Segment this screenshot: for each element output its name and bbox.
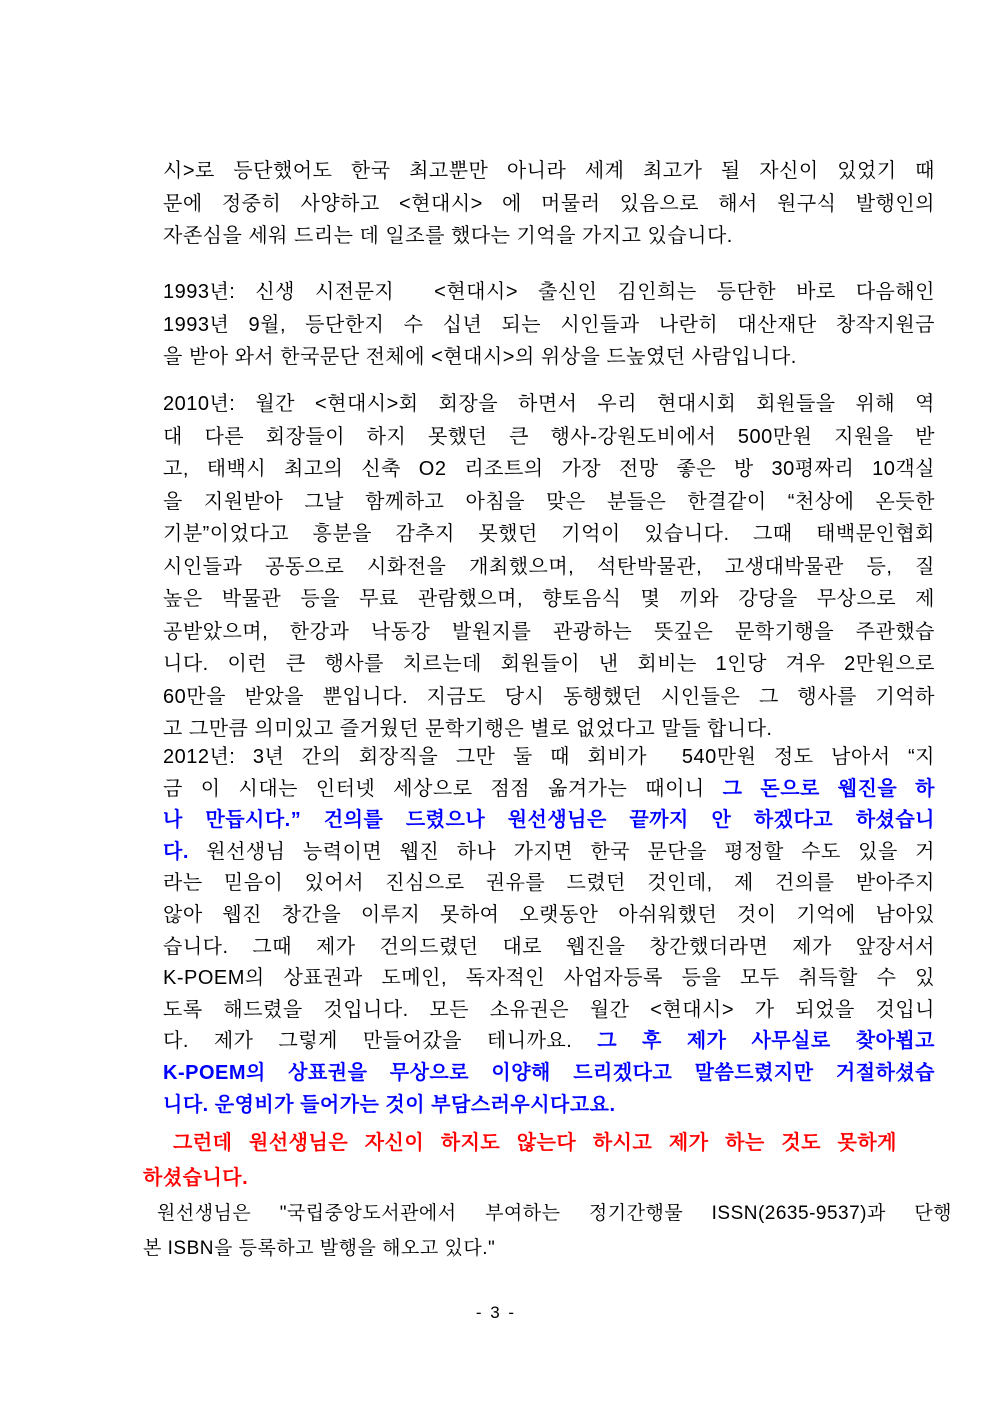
text-segment-k: 다. 제가 그렇게 만들어갔을 테니까요.: [163, 1030, 598, 1053]
text-segment-k: 문에 정중히 사양하고 <현대시> 에 머물러 있음으로 해서 원구식 발행인의: [163, 192, 935, 215]
text-line: [163, 309, 935, 342]
text-line: [143, 1196, 952, 1231]
text-segment-k: 을 지원받아 그날 함께하고 아침을 맞은 분들은 한결같이 “천상에 온듯한: [163, 490, 935, 513]
text-line: [163, 932, 935, 964]
text-segment-k: 대 다른 회장들이 하지 못했던 큰 행사-강원도비에서 500만원 지원을 받: [163, 425, 935, 448]
text-line: [163, 805, 935, 837]
text-line: [163, 341, 935, 374]
text-segment-b: K-POEM의 상표권을 무상으로 이양해 드리겠다고 말씀드렸지만 거절하셨습: [163, 1061, 935, 1084]
para-warning: [143, 1126, 897, 1196]
text-line: [163, 1058, 935, 1090]
text-segment-k: 않아 웹진 창간을 이루지 못하여 오랫동안 아쉬워했던 것이 기억에 남아있: [163, 903, 935, 926]
page-number: - 3 -: [475, 1303, 517, 1322]
text-segment-r: 그런데 원선생님은 자신이 하지도 않는다 하시고 제가 하는 것도 못하게: [173, 1132, 897, 1154]
text-segment-r: 하셨습니다.: [143, 1167, 249, 1189]
text-segment-k: 금 이 시대는 인터넷 세상으로 점점 옮겨가는 때이니: [163, 777, 723, 800]
text-line: [163, 453, 935, 486]
text-segment-k: 높은 박물관 등을 무료 관람했으며, 향토음식 몇 끼와 강당을 무상으로 제: [163, 588, 935, 610]
para-intro: [163, 155, 935, 253]
text-segment-k: 본 ISBN을 등록하고 발행을 해오고 있다.": [143, 1238, 496, 1259]
text-line: [163, 713, 935, 746]
text-segment-k: 원선생님 능력이면 웹진 하나 가지면 한국 문단을 평정할 수도 있을 거: [188, 840, 935, 863]
text-line: [143, 1126, 897, 1161]
text-segment-k: K-POEM의 상표권과 도메인, 독자적인 사업자등록 등을 모두 취득할 수 있: [163, 967, 935, 990]
para-issn-note: [143, 1196, 952, 1266]
text-line: [163, 900, 935, 932]
text-segment-k: 2012년: 3년 간의 회장직을 그만 둘 때 회비가 540만원 정도 남아서 “지: [163, 746, 935, 768]
text-segment-k: 공받았으며, 한강과 낙동강 발원지를 관광하는 뜻깊은 문학기행을 주관했습: [163, 620, 935, 643]
text-line: [163, 1026, 935, 1058]
text-line: [163, 648, 935, 681]
text-line: [163, 486, 935, 519]
text-line: [163, 388, 935, 421]
text-segment-k: 60만을 받았을 뿐입니다. 지금도 당시 동행했던 시인들은 그 행사를 기억하: [163, 685, 935, 708]
text-segment-k: 2010년: 월간 <현대시>회 회장을 하면서 우리 현대시회 회원들을 위해 역: [163, 393, 935, 415]
para-2012: [163, 742, 935, 1121]
para-1993: [163, 276, 935, 374]
text-line: [143, 1231, 952, 1266]
text-segment-k: 원선생님은 "국립중앙도서관에서 부여하는 정기간행물 ISSN(2635-9537)과 단행: [157, 1203, 952, 1224]
text-line: [163, 421, 935, 454]
text-line: [163, 837, 935, 869]
text-line: [143, 1161, 897, 1196]
text-line: [163, 1090, 935, 1122]
text-segment-k: 1993년 9월, 등단한지 수 십년 되는 시인들과 나란히 대산재단 창작지원금: [163, 313, 935, 336]
text-segment-k: 시인들과 공동으로 시화전을 개최했으며, 석탄박물관, 고생대박물관 등, 질: [163, 555, 935, 578]
text-line: [163, 868, 935, 900]
text-segment-k: 을 받아 와서 한국문단 전체에 <현대시>의 위상을 드높였던 사람입니다.: [163, 346, 797, 368]
text-line: [163, 774, 935, 806]
text-segment-k: 자존심을 세워 드리는 데 일조를 했다는 기억을 가지고 있습니다.: [163, 225, 733, 247]
text-line: [163, 963, 935, 995]
text-segment-k: 니다. 이런 큰 행사를 치르는데 회원들이 낸 회비는 1인당 겨우 2만원으로: [163, 653, 935, 675]
text-line: [163, 995, 935, 1027]
text-segment-k: 도록 해드렸을 것입니다. 모든 소유권은 월간 <현대시> 가 되었을 것입니: [163, 998, 935, 1021]
text-segment-b: 니다. 운영비가 들어가는 것이 부담스러우시다고요.: [163, 1093, 616, 1116]
text-line: [163, 276, 935, 309]
text-line: [163, 583, 935, 616]
text-segment-b: 다.: [163, 840, 189, 863]
text-segment-k: 고 그만큼 의미있고 즐거웠던 문학기행은 별로 없었다고 말들 합니다.: [163, 718, 773, 740]
text-segment-k: 1993년: 신생 시전문지 <현대시> 출신인 김인희는 등단한 바로 다음해인: [163, 281, 935, 303]
text-line: [163, 681, 935, 714]
text-line: [163, 155, 935, 188]
para-2010: [163, 388, 935, 746]
text-segment-b: 그 후 제가 사무실로 찾아뵙고: [597, 1030, 935, 1053]
text-line: [163, 616, 935, 649]
text-line: [163, 518, 935, 551]
text-segment-k: 시>로 등단했어도 한국 최고뿐만 아니라 세계 최고가 될 자신이 있었기 때: [163, 160, 935, 182]
text-line: [163, 188, 935, 221]
text-segment-k: 기분”이었다고 흥분을 감추지 못했던 기억이 있습니다. 그때 태백문인협회: [163, 523, 935, 545]
text-line: [163, 742, 935, 774]
text-segment-k: 라는 믿음이 있어서 진심으로 권유를 드렸던 것인데, 제 건의를 받아주지: [163, 872, 935, 895]
text-segment-k: 고, 태백시 최고의 신축 O2 리조트의 가장 전망 좋은 방 30평짜리 10객실: [163, 458, 935, 480]
text-segment-k: 습니다. 그때 제가 건의드렸던 대로 웹진을 창간했더라면 제가 앞장서서: [163, 935, 935, 958]
text-line: [163, 220, 935, 253]
text-line: [163, 551, 935, 584]
text-segment-b: 그 돈으로 웹진을 하: [722, 777, 935, 800]
text-segment-b: 나 만듭시다.” 건의를 드렸으나 원선생님은 끝까지 안 하겠다고 하셨습니: [163, 809, 935, 832]
